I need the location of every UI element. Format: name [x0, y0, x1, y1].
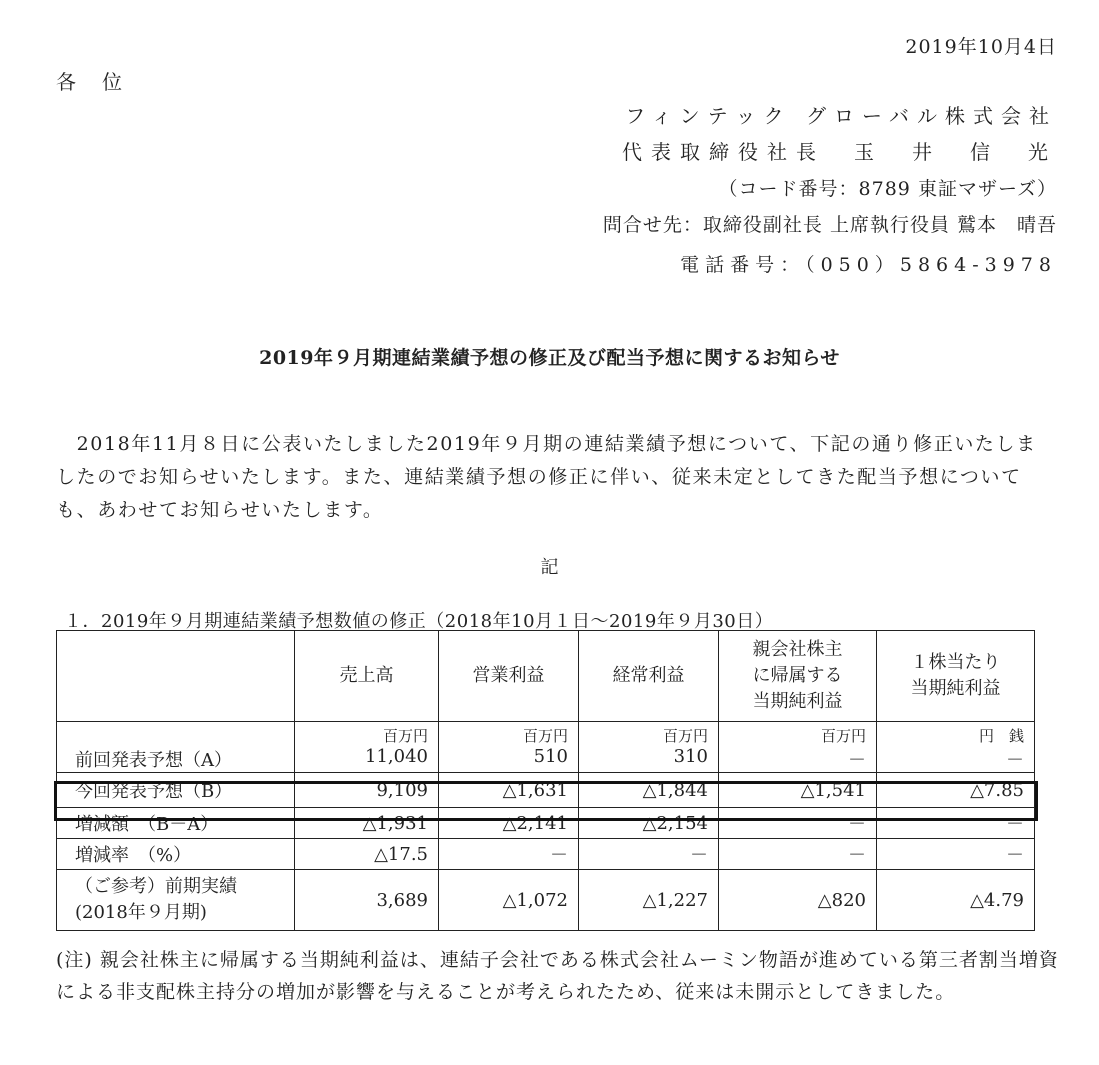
table-cell: 510 [439, 746, 579, 773]
table-cell: △1,541 [719, 773, 877, 808]
table-row-label: 今回発表予想（B） [57, 773, 295, 808]
table-cell: △17.5 [295, 839, 439, 870]
table-cell: － [719, 808, 877, 839]
table-row [57, 870, 1035, 931]
table-unit: 百万円 [295, 722, 439, 747]
table-header: 売上高 [295, 631, 439, 722]
table-header: １株当たり 当期純利益 [877, 631, 1035, 722]
addressee: 各位 [56, 70, 148, 94]
table-row [57, 773, 1035, 808]
table-unit: 円 銭 [877, 722, 1035, 747]
table-cell: － [877, 808, 1035, 839]
table-row-label: 増減額 （B－A） [57, 808, 295, 839]
table-cell: － [579, 839, 719, 870]
body-paragraph [56, 428, 1056, 527]
table-cell [57, 722, 295, 747]
sender-stock-code: （コード番号：8789 東証マザーズ） [718, 178, 1057, 200]
sender-contact: 問合せ先：取締役副社長 上席執行役員 鷲本 晴吾 [602, 214, 1057, 236]
table-header: 親会社株主 に帰属する 当期純利益 [719, 631, 877, 722]
table-cell: △4.79 [877, 870, 1035, 931]
table-cell: 310 [579, 746, 719, 773]
table-cell: △2,154 [579, 808, 719, 839]
table-row-label: 前回発表予想（A） [57, 746, 295, 773]
table-header-row [57, 631, 1035, 722]
forecast-table [56, 630, 1035, 931]
table-cell: △820 [719, 870, 877, 931]
table-header: 経常利益 [579, 631, 719, 722]
table-cell: △1,844 [579, 773, 719, 808]
table-header-blank [57, 631, 295, 722]
table-cell: 11,040 [295, 746, 439, 773]
sender-phone: 電話番号：（050）5864-3978 [680, 254, 1057, 276]
table-row [57, 808, 1035, 839]
table-cell: － [877, 746, 1035, 773]
ki-heading: 記 [540, 557, 559, 578]
document-date: 2019年10月4日 [905, 36, 1057, 58]
sender-company: フィンテック グローバル株式会社 [625, 104, 1057, 128]
page-title: 2019年９月期連結業績予想の修正及び配当予想に関するお知らせ [259, 347, 840, 369]
table-cell: － [719, 746, 877, 773]
footnote-prefix: (注) [56, 949, 93, 971]
table-cell: － [439, 839, 579, 870]
table-unit: 百万円 [719, 722, 877, 747]
table-cell: － [719, 839, 877, 870]
table-cell: 9,109 [295, 773, 439, 808]
table-unit-row [57, 722, 1035, 747]
table-cell: △7.85 [877, 773, 1035, 808]
table-unit: 百万円 [439, 722, 579, 747]
table-row-label: 増減率 （%） [57, 839, 295, 870]
table-cell: △1,931 [295, 808, 439, 839]
table-cell: △1,631 [439, 773, 579, 808]
table-unit: 百万円 [579, 722, 719, 747]
footnote-text: 親会社株主に帰属する当期純利益は、連結子会社である株式会社ムーミン物語が進めている第三者割当増資による非支配株主持分の増加が影響を与えることが考えられたため、従来は未開示としてきました。 [56, 949, 1059, 1003]
table-row [57, 839, 1035, 870]
table-cell: △1,227 [579, 870, 719, 931]
table-cell: △2,141 [439, 808, 579, 839]
table-row-label: （ご参考）前期実績 (2018年９月期) [57, 870, 295, 931]
sender-representative: 代表取締役社長 玉 井 信 光 [622, 140, 1057, 164]
table-cell: 3,689 [295, 870, 439, 931]
section-title: １．2019年９月期連結業績予想数値の修正（2018年10月１日～2019年９月30日） [64, 611, 774, 632]
table-row [57, 746, 1035, 773]
body-text: 2018年11月８日に公表いたしました2019年９月期の連結業績予想について、下記の通り修正いたしましたのでお知らせいたします。また、連結業績予想の修正に伴い、従来未定としてきた配当予想についても、あわせてお知らせいたします。 [56, 433, 1037, 521]
footnote [56, 944, 1066, 1008]
table-cell: △1,072 [439, 870, 579, 931]
table-cell: － [877, 839, 1035, 870]
table-header: 営業利益 [439, 631, 579, 722]
